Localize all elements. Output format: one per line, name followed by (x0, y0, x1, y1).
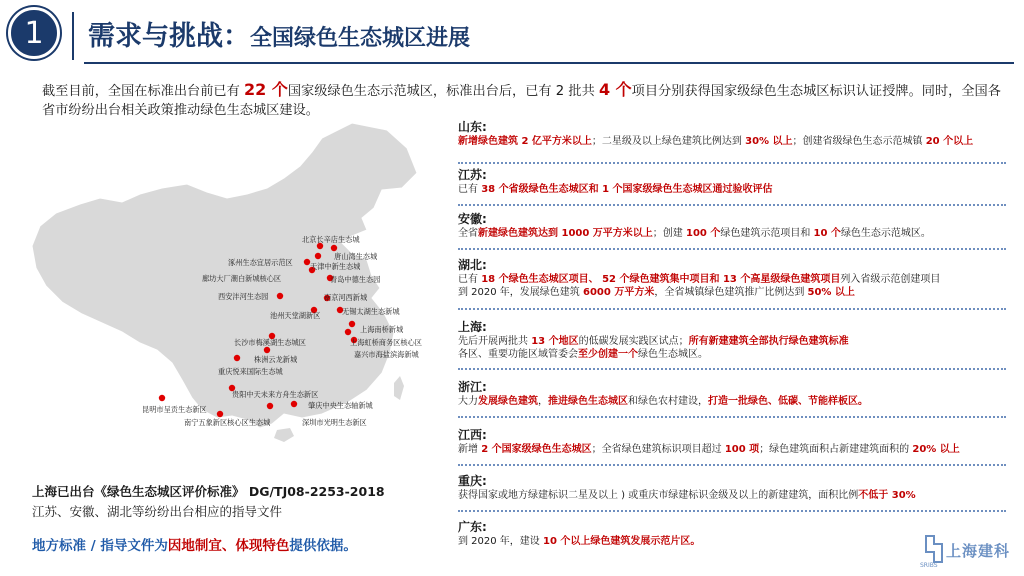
city-dot (315, 253, 321, 259)
hainan-shape (274, 428, 294, 442)
map-label: 株洲云龙新城 (254, 355, 298, 364)
conclusion-line (32, 534, 452, 554)
map-label: 嘉兴市海盐滨海新城 (354, 350, 419, 359)
logo-sub: SRIBS (920, 562, 938, 569)
taiwan-shape (394, 376, 404, 400)
sribs-logo (920, 532, 1020, 572)
header-divider (72, 12, 74, 60)
city-dot (349, 321, 355, 327)
intro-highlight-2: 4 个 (598, 80, 632, 99)
city-dot (159, 395, 165, 401)
map-label: 无锡太湖生态新城 (342, 307, 400, 316)
province-name: 安徽: (458, 212, 487, 226)
province-text: 大力发展绿色建筑，推进绿色生态城区和绿色农村建设，打造一批绿色、低碳、节能样板区。 (458, 396, 868, 407)
map-label: 长沙市梅溪湖生态城区 (234, 338, 306, 347)
intro-text-3: 项目分别获得国家级绿色生态城区标识认证授牌。同时，全国各省市纷纷出台相关政策推动绿色生态城区建设。 (42, 84, 1001, 118)
map-label: 肇庆中央生态轴新城 (308, 401, 373, 410)
conclusion-part-3: 提供依据。 (289, 538, 357, 554)
province-name: 江西: (458, 428, 487, 442)
map-label: 上海南桥新城 (360, 325, 404, 334)
conclusion-part-2: 因地制宜、体现特色 (167, 538, 290, 554)
city-dot (264, 347, 270, 353)
city-dot (345, 329, 351, 335)
title-sub: 全国绿色生态城区进展 (250, 26, 471, 51)
shanghai-standard-line: 上海已出台《绿色生态城区评价标准》 DG/TJ08-2253-2018 (32, 484, 385, 499)
map-label: 唐山湾生态城 (334, 252, 378, 261)
city-dot (331, 245, 337, 251)
province-shandong (458, 120, 1006, 164)
intro-highlight-1: 22 个 (244, 80, 288, 99)
map-label: 涿州生态宜居示范区 (228, 258, 293, 267)
map-label: 青岛中德生态园 (330, 275, 381, 284)
map-label: 廊坊大厂潮白新城核心区 (202, 274, 282, 283)
city-dot (267, 403, 273, 409)
province-text: 已有 38 个省级绿色生态城区和 1 个国家级绿色生态城区通过验收评估 (458, 184, 773, 195)
map-label: 北京长辛店生态城 (302, 235, 360, 244)
page-title (88, 14, 470, 53)
province-text: 全省新建绿色建筑达到 1000 万平方米以上；创建 100 个绿色建筑示范项目和 10 个绿色生态示范城区。 (458, 228, 931, 239)
city-dot (217, 411, 223, 417)
province-jiangsu (458, 168, 1006, 206)
map-label: 南京河西新城 (324, 293, 368, 302)
province-text: 已有 18 个绿色生态城区项目、 52 个绿色建筑集中项目和 13 个高星级绿色建筑项目列入省级示范创建项目 到 2020 年，发展绿色建筑 6000 万平方米，全省城镇绿色建筑推广比例达到 50% 以上 (458, 274, 941, 298)
province-name: 江苏: (458, 168, 487, 182)
city-dot (277, 293, 283, 299)
city-dot (291, 401, 297, 407)
policy-summary (32, 482, 452, 554)
province-anhui (458, 212, 1006, 250)
province-name: 山东: (458, 120, 487, 134)
map-label: 贵阳中天未来方舟生态新区 (232, 390, 319, 399)
conclusion-part-1: 地方标准 / 指导文件为 (32, 538, 168, 554)
china-map (22, 118, 442, 448)
provinces-guidance-line: 江苏、安徽、湖北等纷纷出台相应的指导文件 (32, 504, 283, 519)
map-label: 西安沣河生态园 (218, 292, 269, 301)
province-text: 新增绿色建筑 2 亿平方米以上；二星级及以上绿色建筑比例达到 30% 以上；创建省级绿色生态示范城镇 20 个以上 (458, 136, 974, 147)
province-text: 新增 2 个国家级绿色生态城区；全省绿色建筑标识项目超过 100 项；绿色建筑面积占新建建筑面积的 20% 以上 (458, 444, 960, 455)
province-name: 上海: (458, 320, 487, 334)
province-name: 浙江: (458, 380, 487, 394)
header (0, 0, 1024, 78)
logo-icon (922, 534, 946, 564)
province-shanghai (458, 320, 1006, 370)
province-name: 重庆: (458, 474, 487, 488)
province-chongqing (458, 474, 1006, 512)
intro-paragraph (42, 80, 1002, 120)
logo-name: 上海建科 (946, 542, 1011, 560)
province-name: 湖北: (458, 258, 487, 272)
intro-text-1: 截至目前，全国在标准出台前已有 (42, 84, 245, 99)
province-text: 获得国家或地方绿建标识二星及以上 ) 或重庆市绿建标识金级及以上的新建建筑，面积比例不低于 30% (458, 490, 916, 501)
map-label: 昆明市呈贡生态新区 (142, 405, 207, 414)
section-number-badge: 1 (8, 7, 60, 59)
province-text: 先后开展两批共 13 个地区的低碳发展实践区试点；所有新建建筑全部执行绿色建筑标准 各区、重要功能区域管委会至少创建一个绿色生态城区。 (458, 336, 849, 360)
province-text: 到 2020 年，建设 10 个以上绿色建筑发展示范片区。 (458, 536, 701, 547)
city-dot (234, 355, 240, 361)
intro-text-2: 国家级绿色生态示范城区，标准出台后，已有 2 批共 (287, 84, 599, 99)
map-label: 深圳市光明生态新区 (302, 418, 367, 427)
map-label: 天津中新生态城 (310, 262, 361, 271)
province-name: 广东: (458, 520, 487, 534)
map-label: 池州天堂湖新区 (270, 311, 321, 320)
map-label: 上海虹桥商务区核心区 (350, 338, 422, 347)
province-hubei (458, 258, 1006, 310)
title-main: 需求与挑战： (88, 21, 250, 52)
header-underline (84, 62, 1014, 64)
map-label: 南宁五象新区核心区生态城 (184, 418, 271, 427)
province-zhejiang (458, 380, 1006, 418)
map-label: 重庆悦来国际生态城 (218, 367, 283, 376)
province-jiangxi (458, 428, 1006, 466)
